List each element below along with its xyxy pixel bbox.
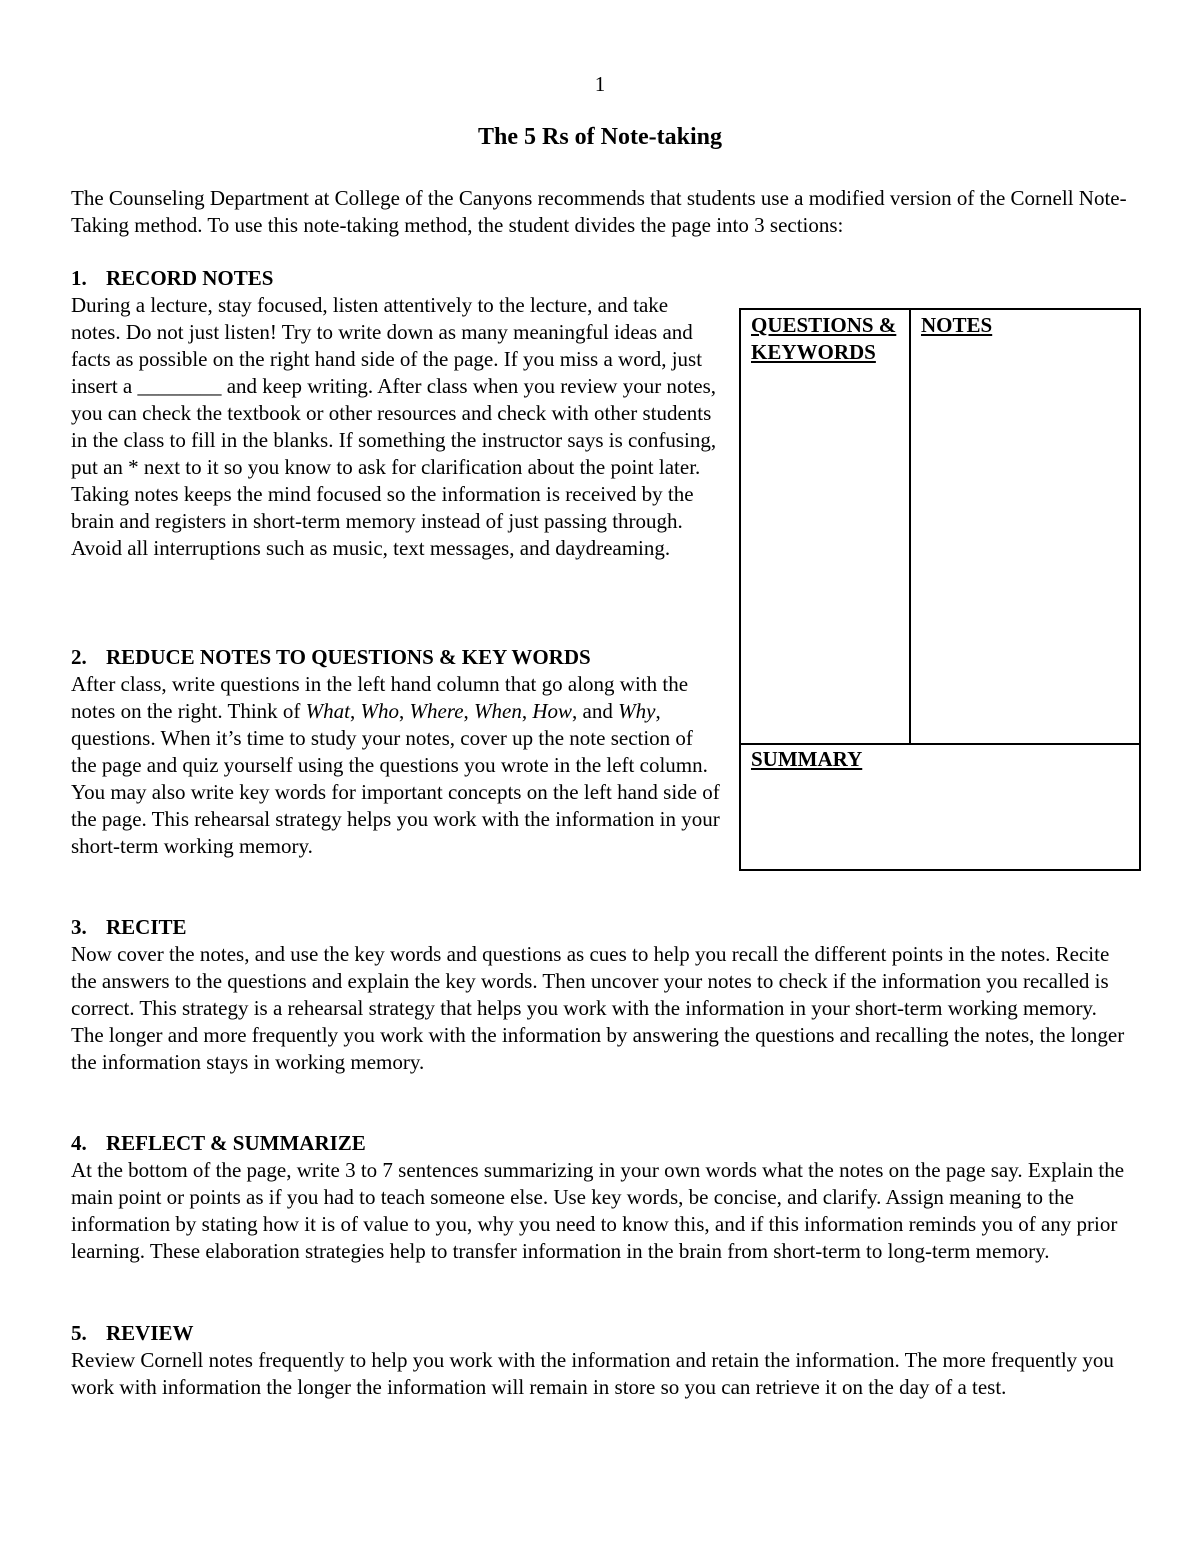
keyword-when: When	[474, 699, 522, 723]
page-number: 1	[594, 72, 606, 96]
section-body: During a lecture, stay focused, listen attentively to the lecture, and take notes. Do not just listen! Try to write down as many meaningful ideas and facts as possible on the right hand side of the page. If you miss a word, just insert a ________ and keep writing. After class when you review your notes, you can check the textbook or other resources and check with other students in the class to fill in the blanks. If something the instructor says is confusing, put an * next to it so you know to ask for clarification about the point later. Taking notes keeps the mind focused so the information is received by the brain and registers in short-term memory instead of just passing through. Avoid all interruptions such as music, text messages, and daydreaming.	[71, 293, 717, 560]
section-title: RECORD NOTES	[106, 266, 274, 290]
keyword-why: Why	[618, 699, 656, 723]
keyword-where: Where	[409, 699, 464, 723]
section-heading	[71, 644, 721, 671]
section-heading	[71, 914, 1131, 941]
keyword-how: How	[532, 699, 573, 723]
column-divider	[909, 310, 911, 743]
section-reduce-notes	[71, 644, 721, 860]
section-title: REVIEW	[106, 1321, 194, 1345]
separator: ,	[350, 699, 361, 723]
section-recite	[71, 914, 1131, 1076]
section-body: Now cover the notes, and use the key words and questions as cues to help you recall the different points in the notes. Recite the answers to the questions and explain the key words. Then uncover your notes to check if the information you recalled is correct. This strategy is a rehearsal strategy that helps you work with the information in your short-term working memory. The longer and more frequently you work with the information by answering the questions and recalling the notes, the longer the information stays in working memory.	[71, 942, 1125, 1074]
keyword-who: Who	[360, 699, 399, 723]
section-title: RECITE	[106, 915, 187, 939]
section-body	[71, 671, 721, 860]
section-heading	[71, 1320, 1131, 1347]
notes-label: NOTES	[921, 313, 993, 337]
section-number: 1.	[71, 266, 87, 290]
section-heading	[71, 265, 721, 292]
separator: ,	[521, 699, 533, 723]
summary-divider	[741, 743, 1139, 745]
page-title: The 5 Rs of Note-taking	[478, 124, 722, 150]
section-number: 3.	[71, 915, 87, 939]
section-title: REFLECT & SUMMARIZE	[106, 1131, 366, 1155]
section-review	[71, 1320, 1131, 1401]
body-text: After class, write questions in the left hand column that go along with the notes on the right. Think of	[71, 672, 689, 723]
separator: , and	[572, 699, 619, 723]
section-record-notes	[71, 265, 721, 562]
body-text: , questions. When it’s time to study your notes, cover up the note section of the page and quiz yourself using the questions you wrote in the left column. You may also write key words for important concepts on the left hand side of the page. This rehearsal strategy helps you work with the information in your short-term working memory.	[71, 699, 720, 858]
separator: ,	[399, 699, 410, 723]
separator: ,	[463, 699, 475, 723]
section-title: REDUCE NOTES TO QUESTIONS & KEY WORDS	[106, 645, 591, 669]
cornell-notes-diagram	[739, 308, 1141, 871]
questions-keywords-label: QUESTIONS & KEYWORDS	[751, 313, 897, 364]
section-body: At the bottom of the page, write 3 to 7 sentences summarizing in your own words what the notes on the page say. Explain the main point or points as if you had to teach someone else. Use key words, be concise, and clarify. Assign meaning to the information by stating how it is of value to you, why you need to know this, and if this information reminds you of any prior learning. These elaboration strategies help to transfer information in the brain from short-term to long-term memory.	[71, 1158, 1125, 1263]
section-heading	[71, 1130, 1141, 1157]
section-reflect-summarize	[71, 1130, 1141, 1265]
section-number: 5.	[71, 1321, 87, 1345]
summary-label: SUMMARY	[751, 747, 863, 771]
intro-paragraph: The Counseling Department at College of the Canyons recommends that students use a modified version of the Cornell Note-Taking method. To use this note-taking method, the student divides the page into 3 sections:	[71, 186, 1127, 237]
keyword-what: What	[305, 699, 350, 723]
section-number: 2.	[71, 645, 87, 669]
section-number: 4.	[71, 1131, 87, 1155]
section-body: Review Cornell notes frequently to help you work with the information and retain the information. The more frequently you work with information the longer the information will remain in store so you can retrieve it on the day of a test.	[71, 1348, 1114, 1399]
